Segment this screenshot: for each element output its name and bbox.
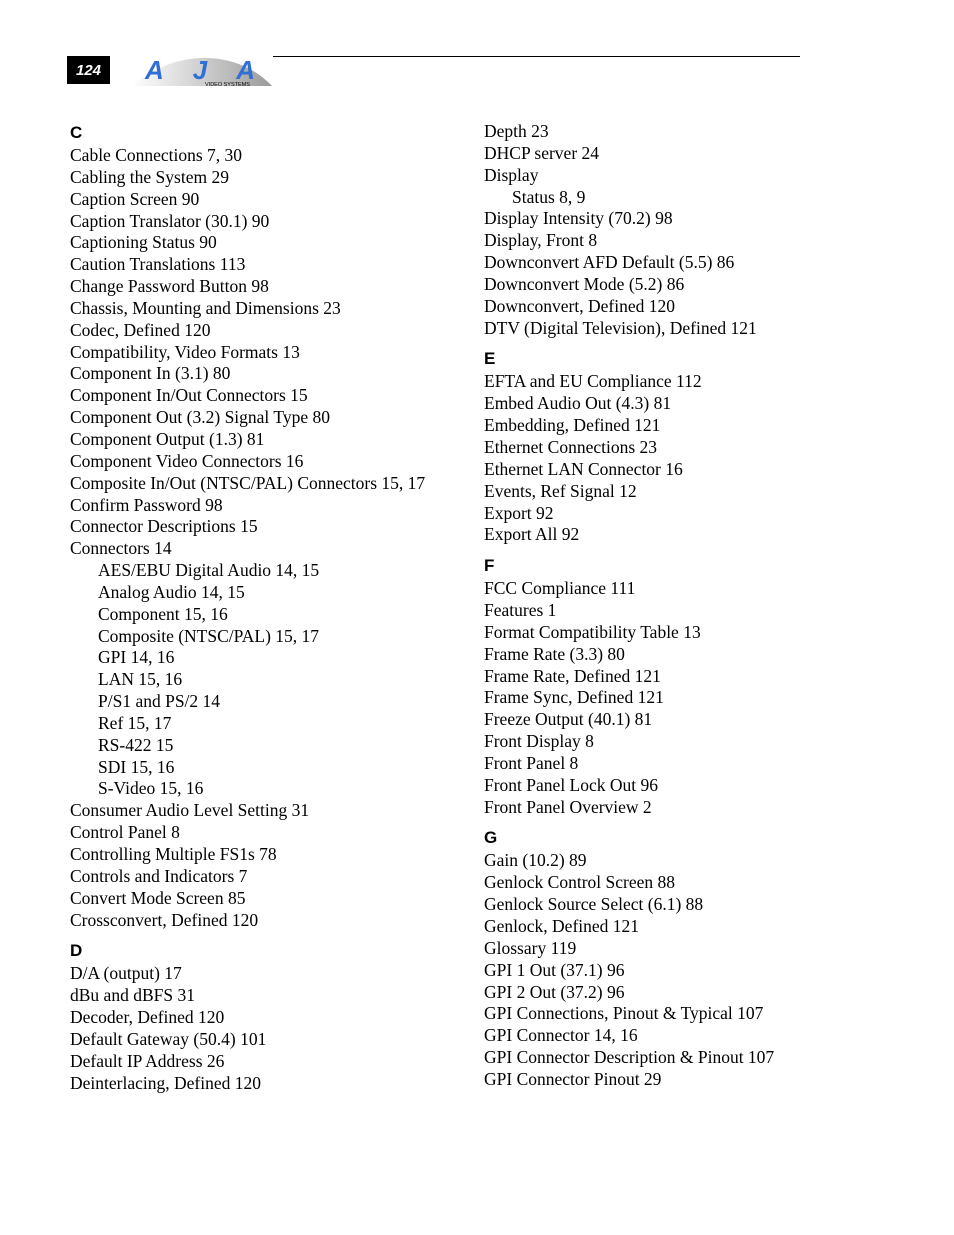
index-entry: Gain (10.2) 89: [484, 850, 587, 871]
index-subentry: LAN 15, 16: [98, 669, 183, 690]
index-entry: Depth 23: [484, 121, 549, 141]
index-entry: Default Gateway (50.4) 101: [70, 1028, 267, 1049]
index-entry: Glossary 119: [484, 937, 577, 958]
index-section: [484, 347, 884, 546]
index-entry: Export All 92: [484, 524, 580, 545]
index-section: [70, 939, 470, 1094]
index-subentry: Analog Audio 14, 15: [98, 581, 245, 602]
index-entry: DTV (Digital Television), Defined 121: [484, 317, 757, 338]
index-column-left: [70, 121, 470, 1094]
index-entry: Display: [484, 164, 539, 185]
logo-subtext: VIDEO SYSTEMS: [205, 82, 250, 88]
index-entry: GPI Connector 14, 16: [484, 1025, 638, 1046]
index-entry: Embed Audio Out (4.3) 81: [484, 393, 672, 414]
index-entry: Ethernet Connections 23: [484, 436, 658, 457]
index-entry: EFTA and EU Compliance 112: [484, 371, 702, 392]
index-entry: Front Panel 8: [484, 752, 579, 773]
index-entry: Connector Descriptions 15: [70, 516, 258, 537]
index-entry: Captioning Status 90: [70, 232, 217, 253]
index-entry: Component In (3.1) 80: [70, 363, 231, 384]
index-entry-list: [484, 578, 884, 818]
index-entry: Freeze Output (40.1) 81: [484, 709, 653, 730]
index-entry-list: [484, 850, 884, 1090]
aja-logo: [129, 52, 274, 90]
index-subentry: Component 15, 16: [98, 603, 228, 624]
index-subentry: S-Video 15, 16: [98, 778, 204, 799]
index-subentry: Ref 15, 17: [98, 712, 172, 733]
index-entry: Downconvert AFD Default (5.5) 86: [484, 252, 735, 273]
index-entry: Component Video Connectors 16: [70, 450, 304, 471]
index-entry: Component In/Out Connectors 15: [70, 385, 308, 406]
index-entry: Display Intensity (70.2) 98: [484, 208, 673, 229]
index-entry: Caption Translator (30.1) 90: [70, 210, 270, 231]
index-entry: Cabling the System 29: [70, 166, 229, 187]
index-entry: Frame Rate, Defined 121: [484, 665, 661, 686]
index-entry: Connectors 14: [70, 538, 172, 559]
section-letter: F: [484, 556, 495, 576]
index-subentry: Composite (NTSC/PAL) 15, 17: [98, 625, 320, 646]
section-letter: G: [484, 828, 498, 848]
index-entry: Codec, Defined 120: [70, 319, 211, 340]
index-entry: Confirm Password 98: [70, 494, 223, 515]
index-entry: Export 92: [484, 502, 554, 523]
index-entry: Control Panel 8: [70, 822, 180, 843]
index-entry: GPI 2 Out (37.2) 96: [484, 981, 625, 1002]
index-entry: Front Panel Overview 2: [484, 796, 652, 817]
index-entry: Features 1: [484, 600, 557, 621]
index-entry: dBu and dBFS 31: [70, 985, 195, 1006]
index-entry: Deinterlacing, Defined 120: [70, 1072, 261, 1093]
section-letter: E: [484, 349, 496, 369]
index-subentry: SDI 15, 16: [98, 756, 175, 777]
index-section: [484, 554, 884, 818]
index-entry: GPI 1 Out (37.1) 96: [484, 959, 625, 980]
index-entry: GPI Connector Description & Pinout 107: [484, 1047, 775, 1068]
index-entry: Composite In/Out (NTSC/PAL) Connectors 15, 17: [70, 472, 426, 493]
index-section: [70, 121, 470, 931]
index-entry: Caution Translations 113: [70, 254, 246, 275]
index-subentry: GPI 14, 16: [98, 647, 175, 668]
index-entry: Default IP Address 26: [70, 1050, 225, 1071]
index-entry-list: [70, 145, 470, 931]
index-entry: FCC Compliance 111: [484, 578, 636, 599]
index-entry: Component Output (1.3) 81: [70, 428, 265, 449]
index-entry: Display, Front 8: [484, 230, 598, 251]
index-entry: Embedding, Defined 121: [484, 415, 661, 436]
index-entry: Controlling Multiple FS1s 78: [70, 844, 277, 864]
index-entry: Front Display 8: [484, 731, 594, 752]
logo-wordmark: AJA: [145, 55, 255, 85]
index-subentry: AES/EBU Digital Audio 14, 15: [98, 560, 320, 581]
index-entry: Consumer Audio Level Setting 31: [70, 800, 310, 821]
index-entry: Events, Ref Signal 12: [484, 480, 637, 501]
index-entry: Chassis, Mounting and Dimensions 23: [70, 297, 341, 318]
page-number: 124: [67, 56, 110, 84]
section-letter: C: [70, 123, 83, 142]
index-section: [484, 826, 884, 1090]
index-column-right: [484, 121, 884, 1091]
section-letter: D: [70, 941, 83, 961]
index-entry: Downconvert, Defined 120: [484, 295, 675, 316]
index-entry: Genlock Source Select (6.1) 88: [484, 894, 704, 915]
index-entry: Compatibility, Video Formats 13: [70, 341, 300, 362]
index-entry: GPI Connector Pinout 29: [484, 1068, 662, 1089]
index-entry: Frame Sync, Defined 121: [484, 687, 664, 708]
index-entry: Genlock, Defined 121: [484, 916, 640, 936]
index-entry: D/A (output) 17: [70, 963, 182, 984]
index-section: [484, 121, 884, 339]
index-entry: Crossconvert, Defined 120: [70, 909, 259, 930]
index-entry-list: [484, 371, 884, 546]
index-entry: Format Compatibility Table 13: [484, 621, 701, 642]
index-entry: Decoder, Defined 120: [70, 1007, 225, 1028]
index-subentry: RS-422 15: [98, 734, 174, 755]
index-entry: Ethernet LAN Connector 16: [484, 458, 683, 479]
index-entry: Genlock Control Screen 88: [484, 872, 675, 893]
index-entry: Caption Screen 90: [70, 188, 200, 209]
index-subentry: P/S1 and PS/2 14: [98, 691, 221, 712]
index-entry: GPI Connections, Pinout & Typical 107: [484, 1003, 764, 1024]
index-entry-list: [484, 121, 884, 339]
index-entry: Cable Connections 7, 30: [70, 145, 243, 165]
index-entry: Convert Mode Screen 85: [70, 887, 246, 908]
index-entry: Frame Rate (3.3) 80: [484, 643, 625, 664]
index-entry: Front Panel Lock Out 96: [484, 774, 659, 795]
index-subentry: Status 8, 9: [512, 186, 586, 207]
index-entry: Downconvert Mode (5.2) 86: [484, 273, 685, 294]
index-entry: Change Password Button 98: [70, 276, 269, 297]
index-entry: DHCP server 24: [484, 142, 600, 163]
header-rule: [273, 56, 800, 57]
index-entry-list: [70, 963, 470, 1094]
index-entry: Controls and Indicators 7: [70, 865, 248, 886]
index-entry: Component Out (3.2) Signal Type 80: [70, 407, 330, 428]
